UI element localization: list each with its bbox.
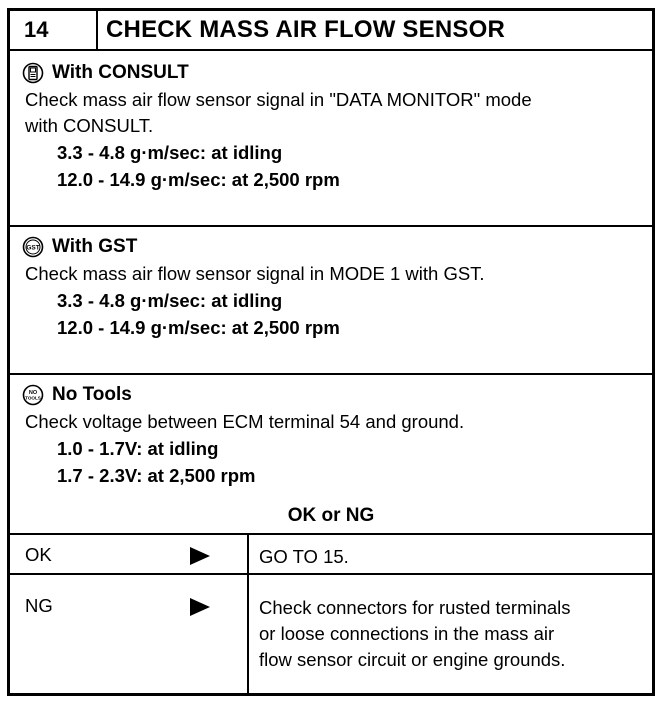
consult-spec-2500rpm: 12.0 - 14.9 g·m/sec: at 2,500 rpm [57, 169, 340, 190]
no-tools-section [10, 375, 652, 535]
no-tools-icon [22, 384, 44, 406]
consult-spec-idling: 3.3 - 4.8 g·m/sec: at idling [57, 142, 283, 163]
action-line: flow sensor circuit or engine grounds. [259, 649, 566, 670]
consult-label: With CONSULT [52, 62, 189, 83]
no-tools-spec-2500rpm: 1.7 - 2.3V: at 2,500 rpm [57, 465, 256, 486]
result-label-ng: NG [25, 595, 53, 616]
no-tools-heading [22, 383, 132, 407]
gst-instruction-line-1: Check mass air flow sensor signal in MODE 1 with GST. [25, 263, 485, 284]
no-tools-label: No Tools [52, 384, 132, 405]
result-column-divider [247, 535, 249, 693]
result-action-ng [259, 595, 571, 673]
step-title: CHECK MASS AIR FLOW SENSOR [106, 16, 505, 43]
action-line: GO TO 15. [259, 546, 349, 567]
gst-label: With GST [52, 236, 138, 257]
svg-text:NO: NO [28, 390, 38, 396]
result-prompt: OK or NG [287, 505, 375, 526]
result-row-ok [10, 535, 652, 575]
diagnostic-step-card [7, 8, 655, 696]
step-number: 14 [10, 11, 98, 49]
result-row-ng [10, 575, 652, 693]
consult-instruction-line-2: with CONSULT. [25, 115, 154, 136]
gst-spec-idling: 3.3 - 4.8 g·m/sec: at idling [57, 290, 283, 311]
gst-spec-2500rpm: 12.0 - 14.9 g·m/sec: at 2,500 rpm [57, 317, 340, 338]
no-tools-instruction-line-1: Check voltage between ECM terminal 54 and ground. [25, 411, 465, 432]
svg-text:TOOLS: TOOLS [25, 395, 41, 401]
result-action-ok [259, 544, 349, 570]
svg-text:GST: GST [26, 244, 40, 252]
step-header [10, 11, 652, 51]
consult-section [10, 51, 652, 227]
action-line: or loose connections in the mass air [259, 623, 555, 644]
gst-section [10, 227, 652, 375]
gst-heading [22, 235, 137, 259]
arrow-right-icon [190, 547, 210, 565]
consult-instruction-line-1: Check mass air flow sensor signal in "DATA MONITOR" mode [25, 89, 532, 110]
gst-icon [22, 236, 44, 258]
result-label-ok: OK [25, 544, 52, 565]
consult-icon [22, 62, 44, 84]
consult-heading [22, 61, 189, 85]
arrow-right-icon [190, 598, 210, 616]
action-line: Check connectors for rusted terminals [259, 597, 571, 618]
no-tools-spec-idling: 1.0 - 1.7V: at idling [57, 438, 219, 459]
